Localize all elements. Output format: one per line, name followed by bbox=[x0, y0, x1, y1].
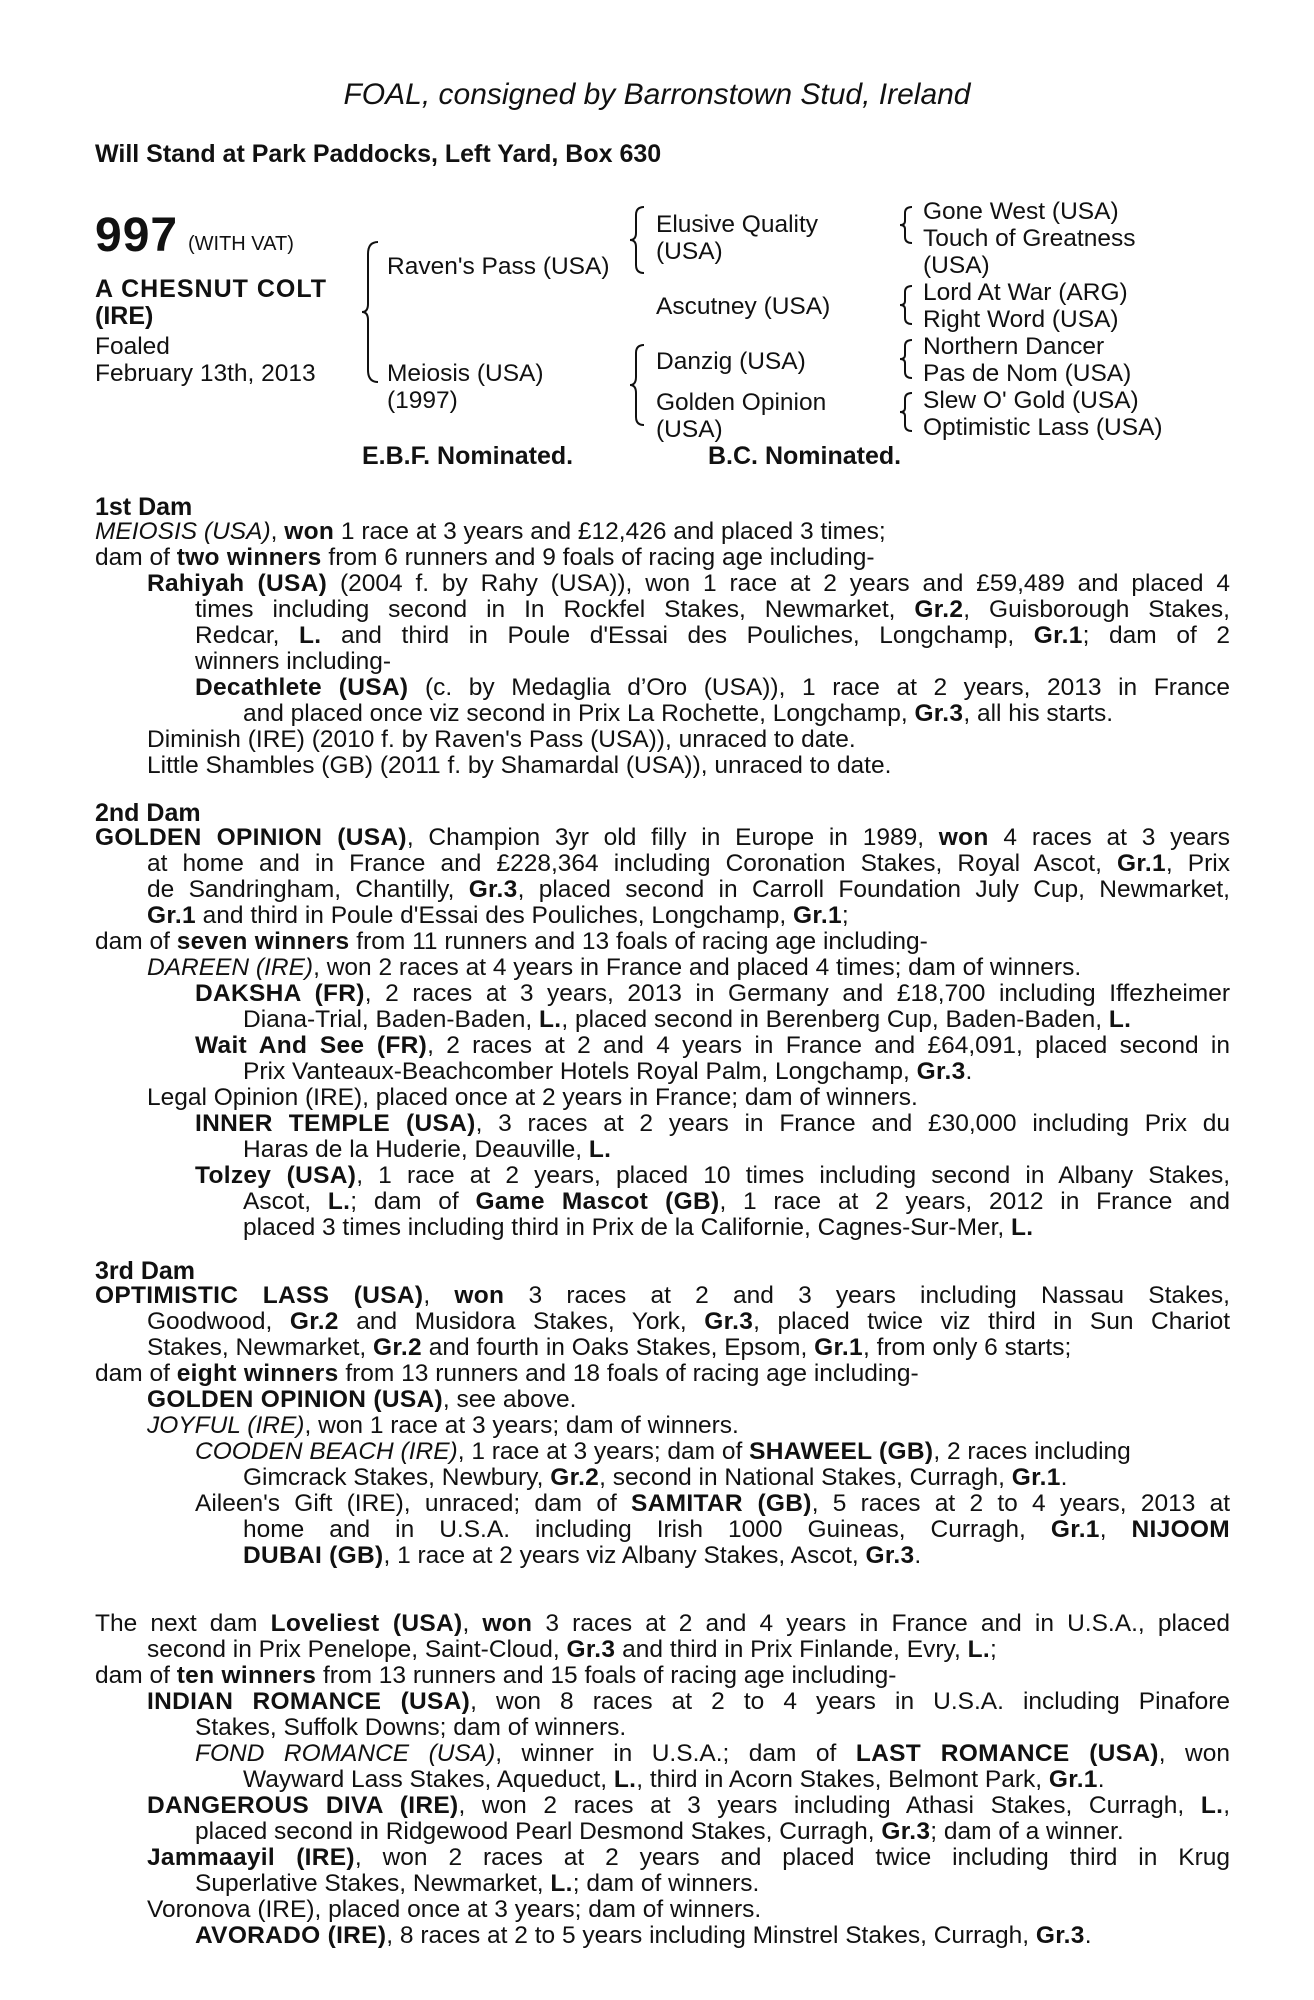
narrative-line: Gimcrack Stakes, Newbury, Gr.2, second in National Stakes, Curragh, Gr.1. bbox=[243, 1464, 1068, 1491]
pedigree-sire-dam: Ascutney (USA) bbox=[656, 293, 831, 320]
pedigree-dam-dam: Golden Opinion bbox=[656, 389, 827, 416]
narrative-line: dam of ten winners from 13 runners and 15 foals of racing age including- bbox=[95, 1662, 897, 1689]
narrative-line: MEIOSIS (USA), won 1 race at 3 years and £12,426 and placed 3 times; bbox=[95, 518, 886, 545]
narrative-line: Jammaayil (IRE), won 2 races at 2 years and placed twice including third in Krug bbox=[147, 1844, 1231, 1871]
narrative-line: DAREEN (IRE), won 2 races at 4 years in France and placed 4 times; dam of winners. bbox=[147, 954, 1082, 981]
section-2nd-dam: 2nd Dam bbox=[95, 799, 201, 827]
narrative-line: dam of two winners from 6 runners and 9 foals of racing age including- bbox=[95, 544, 875, 571]
pedigree-brace-g1 bbox=[900, 205, 916, 245]
pedigree-g2: Touch of Greatness bbox=[923, 225, 1136, 252]
narrative-line: INDIAN ROMANCE (USA), won 8 races at 2 to 4 years in U.S.A. including Pinafore bbox=[147, 1688, 1231, 1715]
narrative-line: dam of eight winners from 13 runners and 18 foals of racing age including- bbox=[95, 1360, 919, 1387]
pedigree-dam-sire: Danzig (USA) bbox=[656, 348, 806, 375]
narrative-line: second in Prix Penelope, Saint-Cloud, Gr.3 and third in Prix Finlande, Evry, L.; bbox=[147, 1636, 997, 1663]
narrative-line: Diminish (IRE) (2010 f. by Raven's Pass (USA)), unraced to date. bbox=[147, 726, 856, 753]
narrative-line: Legal Opinion (IRE), placed once at 2 years in France; dam of winners. bbox=[147, 1084, 918, 1111]
narrative-line: Gr.1 and third in Poule d'Essai des Pouliches, Longchamp, Gr.1; bbox=[147, 902, 849, 929]
narrative-line: DAKSHA (FR), 2 races at 3 years, 2013 in Germany and £18,700 including Iffezheimer bbox=[195, 980, 1230, 1007]
narrative-line: Aileen's Gift (IRE), unraced; dam of SAMITAR (GB), 5 races at 2 to 4 years, 2013 at bbox=[195, 1490, 1231, 1517]
narrative-line: DUBAI (GB), 1 race at 2 years viz Albany Stakes, Ascot, Gr.3. bbox=[243, 1542, 922, 1569]
lot-description: A CHESNUT COLT bbox=[95, 275, 328, 303]
narrative-line: Superlative Stakes, Newmarket, L.; dam of winners. bbox=[195, 1870, 760, 1897]
narrative-line: Prix Vanteaux-Beachcomber Hotels Royal Palm, Longchamp, Gr.3. bbox=[243, 1058, 973, 1085]
narrative-line: times including second in In Rockfel Stakes, Newmarket, Gr.2, Guisborough Stakes, bbox=[195, 596, 1230, 623]
foaled-label: Foaled bbox=[95, 333, 170, 360]
narrative-line: INNER TEMPLE (USA), 3 races at 2 years in France and £30,000 including Prix du bbox=[195, 1110, 1231, 1137]
pedigree-brace-g2 bbox=[900, 284, 916, 326]
pedigree-g1: Gone West (USA) bbox=[923, 198, 1119, 225]
narrative-line: at home and in France and £228,364 including Coronation Stakes, Royal Ascot, Gr.1, Prix bbox=[147, 850, 1230, 877]
narrative-line: The next dam Loveliest (USA), won 3 races at 2 and 4 years in France and in U.S.A., placed bbox=[95, 1610, 1231, 1637]
pedigree-sire-sire-country: (USA) bbox=[656, 238, 723, 265]
narrative-line: GOLDEN OPINION (USA), Champion 3yr old filly in Europe in 1989, won 4 races at 3 years bbox=[95, 824, 1231, 851]
narrative-line: Diana-Trial, Baden-Baden, L., placed second in Berenberg Cup, Baden-Baden, L. bbox=[243, 1006, 1132, 1033]
narrative-line: Redcar, L. and third in Poule d'Essai des Pouliches, Longchamp, Gr.1; dam of 2 bbox=[195, 622, 1230, 649]
pedigree-g5: Northern Dancer bbox=[923, 333, 1105, 360]
vat-note: (WITH VAT) bbox=[188, 233, 294, 255]
pedigree-brace-g3 bbox=[900, 338, 916, 380]
pedigree-dam: Meiosis (USA) bbox=[387, 360, 544, 387]
pedigree-brace-main bbox=[362, 240, 382, 385]
pedigree-g7: Slew O' Gold (USA) bbox=[923, 387, 1139, 414]
narrative-line: FOND ROMANCE (USA), winner in U.S.A.; dam of LAST ROMANCE (USA), won bbox=[195, 1740, 1231, 1767]
narrative-line: home and in U.S.A. including Irish 1000 Guineas, Curragh, Gr.1, NIJOOM bbox=[243, 1516, 1230, 1543]
narrative-line: Wait And See (FR), 2 races at 2 and 4 years in France and £64,091, placed second in bbox=[195, 1032, 1230, 1059]
section-3rd-dam: 3rd Dam bbox=[95, 1257, 196, 1285]
pedigree-g4: Right Word (USA) bbox=[923, 306, 1119, 333]
narrative-line: GOLDEN OPINION (USA), see above. bbox=[147, 1386, 577, 1413]
narrative-line: Rahiyah (USA) (2004 f. by Rahy (USA)), won 1 race at 2 years and £59,489 and placed 4 bbox=[147, 570, 1230, 597]
bc-nominated: B.C. Nominated. bbox=[708, 442, 902, 470]
pedigree-brace-dam bbox=[630, 343, 648, 428]
narrative-line: OPTIMISTIC LASS (USA), won 3 races at 2 and 3 years including Nassau Stakes, bbox=[95, 1282, 1230, 1309]
pedigree-dam-year: (1997) bbox=[387, 387, 458, 414]
narrative-line: Stakes, Suffolk Downs; dam of winners. bbox=[195, 1714, 627, 1741]
pedigree-dam-dam-country: (USA) bbox=[656, 416, 723, 443]
narrative-line: Haras de la Huderie, Deauville, L. bbox=[243, 1136, 612, 1163]
pedigree-g2-country: (USA) bbox=[923, 252, 990, 279]
narrative-line: JOYFUL (IRE), won 1 race at 3 years; dam of winners. bbox=[147, 1412, 739, 1439]
lot-number: 997 bbox=[95, 209, 179, 262]
foaled-date: February 13th, 2013 bbox=[95, 360, 316, 387]
narrative-line: AVORADO (IRE), 8 races at 2 to 5 years including Minstrel Stakes, Curragh, Gr.3. bbox=[195, 1922, 1092, 1949]
narrative-line: Ascot, L.; dam of Game Mascot (GB), 1 race at 2 years, 2012 in France and bbox=[243, 1188, 1231, 1215]
narrative-line: Tolzey (USA), 1 race at 2 years, placed 10 times including second in Albany Stakes, bbox=[195, 1162, 1231, 1189]
narrative-line: placed 3 times including third in Prix de la Californie, Cagnes-Sur-Mer, L. bbox=[243, 1214, 1034, 1241]
narrative-line: dam of seven winners from 11 runners and 13 foals of racing age including- bbox=[95, 928, 928, 955]
narrative-line: DANGEROUS DIVA (IRE), won 2 races at 3 years including Athasi Stakes, Curragh, L., bbox=[147, 1792, 1230, 1819]
pedigree-sire: Raven's Pass (USA) bbox=[387, 253, 610, 280]
ebf-nominated: E.B.F. Nominated. bbox=[362, 442, 574, 470]
narrative-line: Decathlete (USA) (c. by Medaglia d’Oro (USA)), 1 race at 2 years, 2013 in France bbox=[195, 674, 1230, 701]
pedigree-brace-g4 bbox=[900, 391, 916, 433]
section-1st-dam: 1st Dam bbox=[95, 493, 193, 521]
pedigree-sire-sire: Elusive Quality bbox=[656, 211, 819, 238]
pedigree-g3: Lord At War (ARG) bbox=[923, 279, 1128, 306]
narrative-line: placed second in Ridgewood Pearl Desmond Stakes, Curragh, Gr.3; dam of a winner. bbox=[195, 1818, 1124, 1845]
stand-location: Will Stand at Park Paddocks, Left Yard, Box 630 bbox=[95, 140, 662, 168]
narrative-line: and placed once viz second in Prix La Rochette, Longchamp, Gr.3, all his starts. bbox=[243, 700, 1114, 727]
narrative-line: Wayward Lass Stakes, Aqueduct, L., third in Acorn Stakes, Belmont Park, Gr.1. bbox=[243, 1766, 1105, 1793]
narrative-line: winners including- bbox=[195, 648, 392, 675]
lot-breeding-country: (IRE) bbox=[95, 302, 154, 330]
narrative-line: Stakes, Newmarket, Gr.2 and fourth in Oaks Stakes, Epsom, Gr.1, from only 6 starts; bbox=[147, 1334, 1072, 1361]
pedigree-g8: Optimistic Lass (USA) bbox=[923, 414, 1163, 441]
narrative-line: Little Shambles (GB) (2011 f. by Shamardal (USA)), unraced to date. bbox=[147, 752, 892, 779]
pedigree-g6: Pas de Nom (USA) bbox=[923, 360, 1132, 387]
pedigree-brace-sire bbox=[630, 205, 648, 275]
catalogue-header: FOAL, consigned by Barronstown Stud, Ireland bbox=[343, 78, 971, 111]
narrative-line: COODEN BEACH (IRE), 1 race at 3 years; dam of SHAWEEL (GB), 2 races including bbox=[195, 1438, 1131, 1465]
narrative-line: de Sandringham, Chantilly, Gr.3, placed second in Carroll Foundation July Cup, Newmarket, bbox=[147, 876, 1230, 903]
narrative-line: Goodwood, Gr.2 and Musidora Stakes, York, Gr.3, placed twice viz third in Sun Chariot bbox=[147, 1308, 1231, 1335]
narrative-line: Voronova (IRE), placed once at 3 years; dam of winners. bbox=[147, 1896, 762, 1923]
